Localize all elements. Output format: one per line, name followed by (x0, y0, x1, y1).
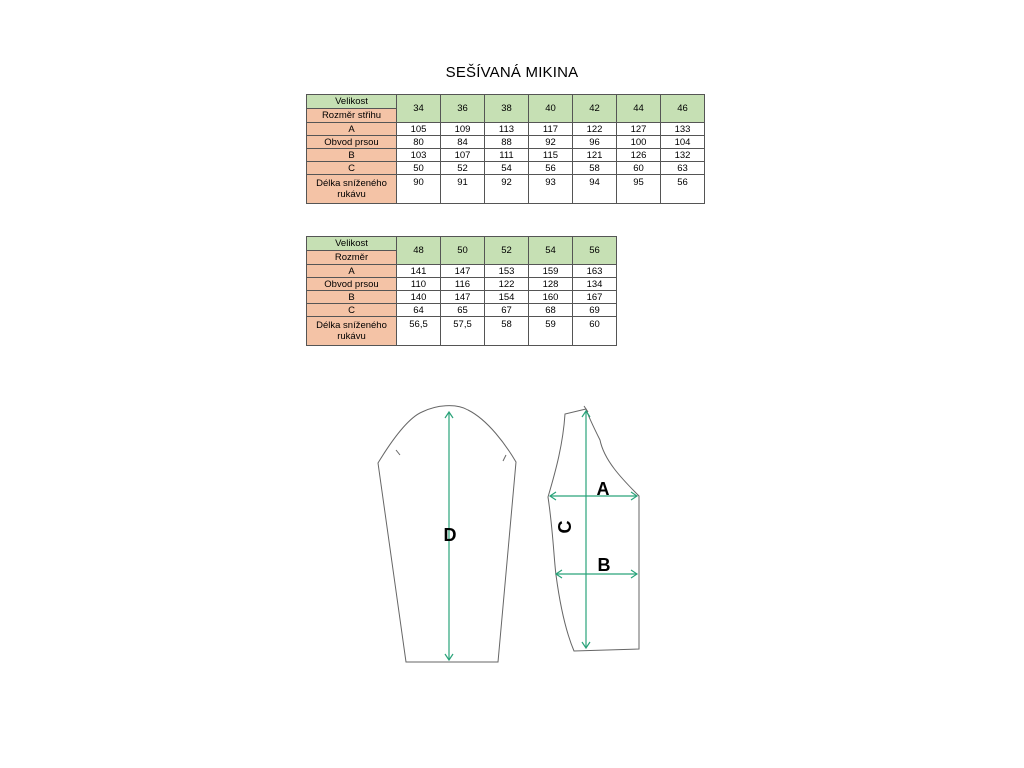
table-cell: 50 (397, 162, 441, 175)
row-label: A (307, 265, 397, 278)
table-cell: 105 (397, 123, 441, 136)
table-cell: 56 (661, 175, 705, 204)
table-cell: 91 (441, 175, 485, 204)
table-cell: 58 (485, 317, 529, 346)
row-label: Obvod prsou (307, 136, 397, 149)
size-column-header: 54 (529, 237, 573, 265)
row-label: C (307, 162, 397, 175)
table-cell: 141 (397, 265, 441, 278)
size-column-header: 56 (573, 237, 617, 265)
table-cell: 68 (529, 304, 573, 317)
size-column-header: 50 (441, 237, 485, 265)
row-label: B (307, 291, 397, 304)
table-cell: 121 (573, 149, 617, 162)
table-cell: 128 (529, 278, 573, 291)
table-cell: 92 (529, 136, 573, 149)
table-cell: 103 (397, 149, 441, 162)
table-cell: 147 (441, 265, 485, 278)
table-cell: 110 (397, 278, 441, 291)
size-column-header: 48 (397, 237, 441, 265)
table-cell: 147 (441, 291, 485, 304)
row-label: Délka sníženého rukávu (307, 175, 397, 204)
size-column-header: 42 (573, 95, 617, 123)
row-label: B (307, 149, 397, 162)
table-cell: 160 (529, 291, 573, 304)
table-cell: 153 (485, 265, 529, 278)
table-cell: 132 (661, 149, 705, 162)
table-cell: 58 (573, 162, 617, 175)
document-title: SEŠÍVANÁ MIKINA (445, 64, 579, 81)
bodice-label-a: A (596, 479, 610, 499)
table-cell: 67 (485, 304, 529, 317)
table-cell: 90 (397, 175, 441, 204)
table-cell: 154 (485, 291, 529, 304)
table-cell: 63 (661, 162, 705, 175)
table-cell: 54 (485, 162, 529, 175)
row-label: Délka sníženého rukávu (307, 317, 397, 346)
table-cell: 117 (529, 123, 573, 136)
table-cell: 100 (617, 136, 661, 149)
table-cell: 113 (485, 123, 529, 136)
table-cell: 133 (661, 123, 705, 136)
bodice-label-c: C (555, 520, 575, 534)
table-cell: 60 (573, 317, 617, 346)
table-cell: 111 (485, 149, 529, 162)
size-header-label: Velikost (307, 237, 397, 251)
size-column-header: 34 (397, 95, 441, 123)
table-cell: 57,5 (441, 317, 485, 346)
table-cell: 163 (573, 265, 617, 278)
table-cell: 96 (573, 136, 617, 149)
bodice-label-b: B (597, 555, 611, 575)
table-cell: 159 (529, 265, 573, 278)
size-column-header: 46 (661, 95, 705, 123)
measurement-header-label: Rozměr (307, 251, 397, 265)
table-cell: 109 (441, 123, 485, 136)
measurement-header-label: Rozměr střihu (307, 109, 397, 123)
size-column-header: 52 (485, 237, 529, 265)
table-cell: 122 (573, 123, 617, 136)
table-cell: 59 (529, 317, 573, 346)
table-cell: 56 (529, 162, 573, 175)
row-label: A (307, 123, 397, 136)
table-cell: 92 (485, 175, 529, 204)
table-cell: 88 (485, 136, 529, 149)
table-cell: 56,5 (397, 317, 441, 346)
table-cell: 95 (617, 175, 661, 204)
table-cell: 94 (573, 175, 617, 204)
table-cell: 52 (441, 162, 485, 175)
table-cell: 140 (397, 291, 441, 304)
table-cell: 126 (617, 149, 661, 162)
table-cell: 122 (485, 278, 529, 291)
table-cell: 104 (661, 136, 705, 149)
table-cell: 115 (529, 149, 573, 162)
table-cell: 60 (617, 162, 661, 175)
table-cell: 80 (397, 136, 441, 149)
table-cell: 69 (573, 304, 617, 317)
size-column-header: 38 (485, 95, 529, 123)
table-cell: 84 (441, 136, 485, 149)
size-header-label: Velikost (307, 95, 397, 109)
size-column-header: 40 (529, 95, 573, 123)
table-cell: 64 (397, 304, 441, 317)
row-label: C (307, 304, 397, 317)
table-cell: 107 (441, 149, 485, 162)
table-cell: 167 (573, 291, 617, 304)
size-column-header: 36 (441, 95, 485, 123)
table-cell: 65 (441, 304, 485, 317)
row-label: Obvod prsou (307, 278, 397, 291)
table-cell: 127 (617, 123, 661, 136)
size-column-header: 44 (617, 95, 661, 123)
sleeve-label-d: D (443, 525, 457, 545)
table-cell: 93 (529, 175, 573, 204)
table-cell: 134 (573, 278, 617, 291)
table-cell: 116 (441, 278, 485, 291)
